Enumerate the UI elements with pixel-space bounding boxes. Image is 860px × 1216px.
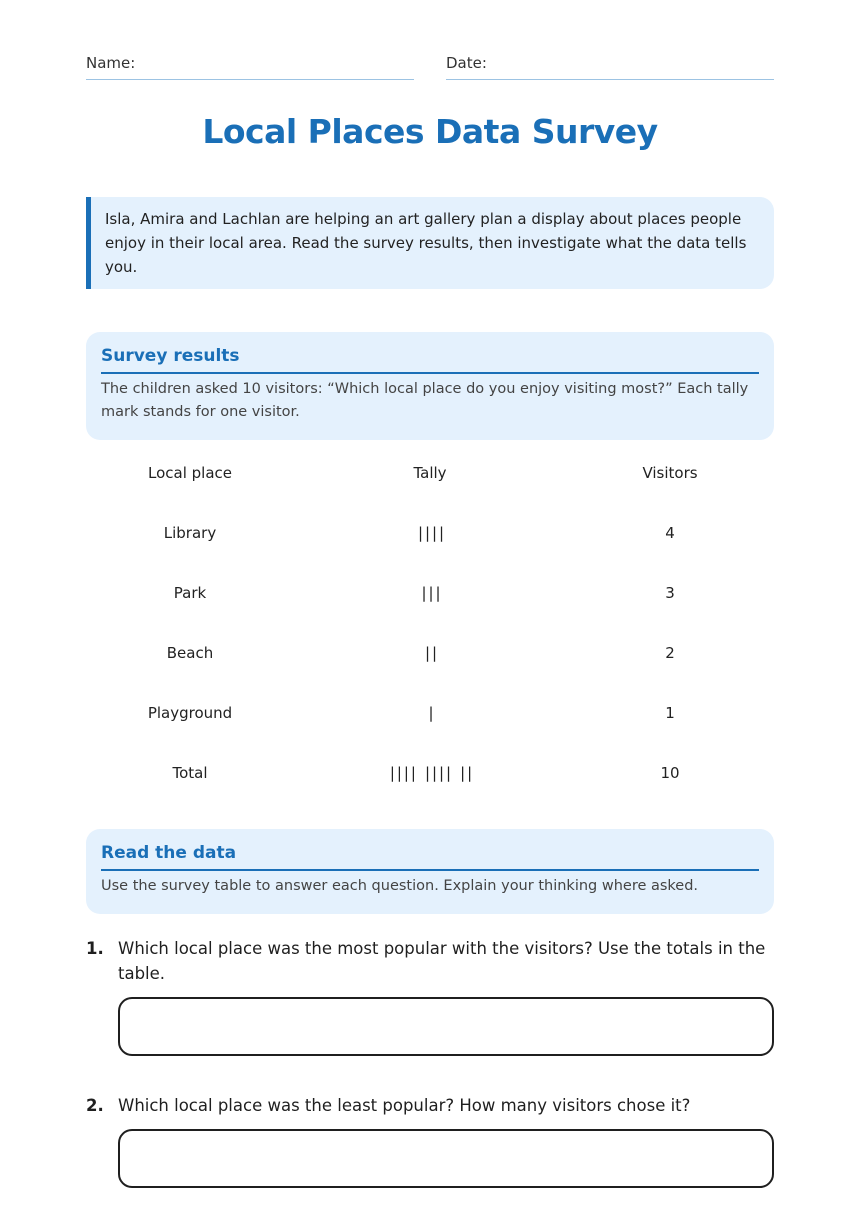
table-row bbox=[70, 563, 790, 623]
tally-cell: || bbox=[422, 644, 438, 662]
table-row bbox=[70, 503, 790, 563]
survey-results-heading: Survey results bbox=[101, 346, 759, 374]
visitors-cell: 2 bbox=[665, 644, 675, 662]
table-row-total bbox=[70, 743, 790, 803]
answer-box-1[interactable] bbox=[118, 997, 774, 1056]
question-text: Which local place was the least popular? How many visitors chose it? bbox=[118, 1096, 691, 1115]
question-number: 2. bbox=[86, 1096, 104, 1115]
column-header-tally: Tally bbox=[413, 464, 447, 482]
page-title: Local Places Data Survey bbox=[202, 112, 658, 151]
tally-cell: |||| bbox=[415, 524, 445, 542]
visitors-cell: 10 bbox=[660, 764, 680, 782]
tally-table bbox=[70, 443, 790, 803]
question-1 bbox=[86, 936, 774, 986]
intro-callout: Isla, Amira and Lachlan are helping an art gallery plan a display about places people enjoy in their local area. Read the survey results, then investigate what the data tells you. bbox=[86, 197, 774, 289]
place-cell: Park bbox=[173, 584, 207, 602]
question-number: 1. bbox=[86, 939, 104, 958]
tally-cell: | bbox=[426, 704, 434, 722]
table-row bbox=[70, 623, 790, 683]
place-cell: Beach bbox=[166, 644, 214, 662]
table-header-row bbox=[70, 443, 790, 503]
name-field[interactable] bbox=[86, 54, 414, 80]
date-label: Date: bbox=[446, 54, 487, 72]
visitors-cell: 3 bbox=[665, 584, 675, 602]
name-label: Name: bbox=[86, 54, 136, 72]
read-the-data-description: Use the survey table to answer each question. Explain your thinking where asked. bbox=[101, 878, 699, 894]
place-cell: Playground bbox=[147, 704, 233, 722]
column-header-place: Local place bbox=[147, 464, 232, 482]
table-row bbox=[70, 683, 790, 743]
question-2 bbox=[86, 1093, 774, 1118]
tally-cell: ||| bbox=[419, 584, 441, 602]
read-the-data-heading: Read the data bbox=[101, 843, 759, 871]
read-the-data-section bbox=[86, 829, 774, 914]
survey-results-description: The children asked 10 visitors: “Which local place do you enjoy visiting most?” Each tally mark stands for one visitor. bbox=[101, 381, 749, 420]
date-field[interactable] bbox=[446, 54, 774, 80]
tally-cell: |||| |||| || bbox=[387, 764, 473, 782]
answer-box-2[interactable] bbox=[118, 1129, 774, 1188]
place-cell: Library bbox=[163, 524, 217, 542]
place-cell: Total bbox=[172, 764, 208, 782]
question-text: Which local place was the most popular with the visitors? Use the totals in the table. bbox=[118, 939, 766, 983]
survey-results-section bbox=[86, 332, 774, 440]
visitors-cell: 4 bbox=[665, 524, 675, 542]
column-header-visitors: Visitors bbox=[642, 464, 698, 482]
visitors-cell: 1 bbox=[665, 704, 675, 722]
